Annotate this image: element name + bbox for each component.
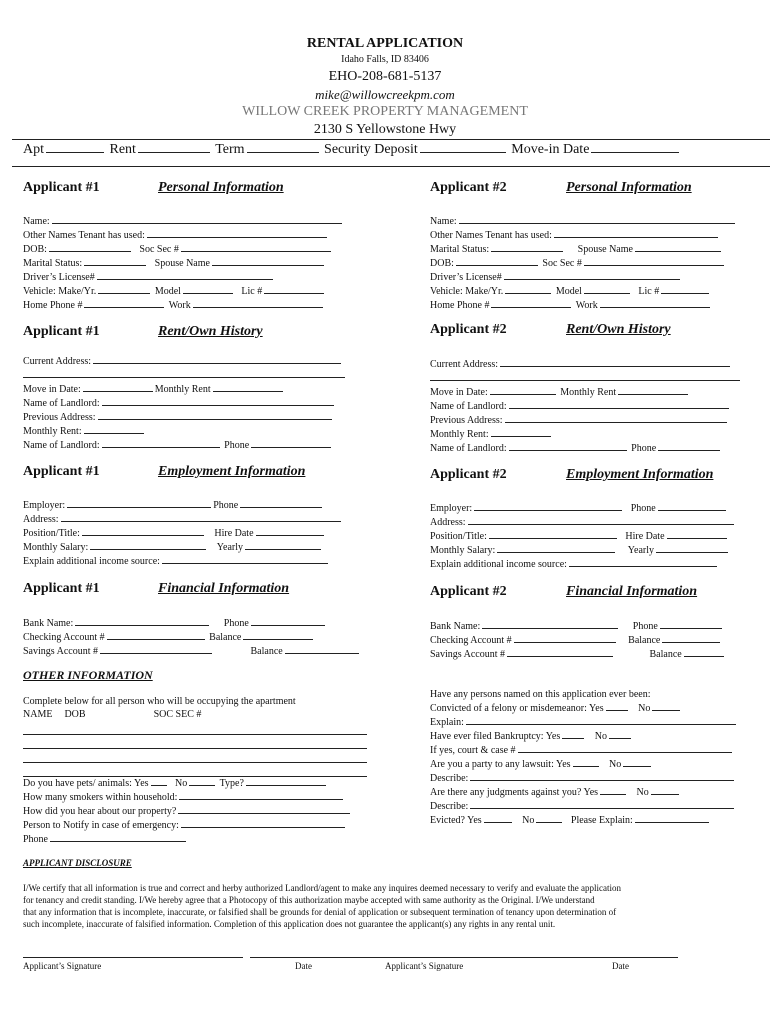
disclosure-line-2: for tenancy and credit standing. I/We hereby agree that a Photocopy of this authorization maybe accepted with same authority as the Original. I/We understand: [23, 895, 595, 905]
model-field[interactable]: [183, 284, 233, 294]
employer-label: Employer:: [23, 500, 66, 511]
applicant1-label: Applicant #1: [23, 464, 100, 479]
evicted-no-label: No: [522, 815, 535, 826]
convicted-label: Convicted of a felony or misdemeanor: Yes: [430, 703, 604, 714]
lawsuit-yes-field[interactable]: [573, 757, 599, 767]
landlord-field[interactable]: [509, 399, 729, 409]
landlord-phone-field[interactable]: [658, 441, 720, 451]
judgments-describe-field[interactable]: [470, 799, 734, 809]
position-label: Position/Title:: [23, 528, 80, 539]
bankruptcy-yes-field[interactable]: [562, 729, 584, 739]
applicant2-label: Applicant #2: [430, 584, 507, 599]
landlord-phone-field[interactable]: [251, 438, 331, 448]
apt-field[interactable]: [46, 143, 104, 153]
name-field[interactable]: [459, 214, 735, 224]
signature-label-2: Applicant’s Signature: [385, 961, 464, 971]
bank-phone-field[interactable]: [251, 616, 325, 626]
evicted-no-field[interactable]: [536, 813, 562, 823]
applicant1-label: Applicant #1: [23, 180, 100, 195]
savings-field[interactable]: [507, 647, 613, 657]
rentown-form-2: [430, 357, 742, 455]
signature-line-1[interactable]: [23, 957, 243, 958]
position-label: Position/Title:: [430, 531, 487, 542]
yearly-field[interactable]: [245, 540, 321, 550]
lawsuit-label: Are you a party to any lawsuit: Yes: [430, 759, 571, 770]
model-label: Model: [555, 286, 582, 297]
phone-number: EHO-208-681-5137: [328, 69, 442, 84]
judgments-no-field[interactable]: [651, 785, 679, 795]
move-in-label: Move in Date:: [430, 387, 488, 398]
previous-address-field[interactable]: [505, 413, 727, 423]
household-form: [23, 776, 352, 846]
financial-form-1: [23, 616, 361, 658]
checking-balance-label: Balance: [209, 632, 242, 643]
rentown-heading-1: Rent/Own History: [158, 324, 263, 339]
other-names-field[interactable]: [147, 228, 327, 238]
savings-balance-field[interactable]: [285, 644, 359, 654]
dl-label: Driver’s License#: [430, 272, 502, 283]
pets-no-field[interactable]: [189, 776, 215, 786]
home-phone-field[interactable]: [84, 298, 164, 308]
monthly-label: Monthly Rent:: [23, 426, 82, 437]
lic-label: Lic #: [241, 286, 263, 297]
spouse-field[interactable]: [212, 256, 324, 266]
occupants-instruction: Complete below for all person who will be occupying the apartment: [23, 696, 296, 707]
landlord-label-2: Name of Landlord:: [23, 440, 100, 451]
city-state-zip: Idaho Falls, ID 83406: [341, 54, 429, 65]
bank-label: Bank Name:: [23, 618, 74, 629]
previous-address-label: Previous Address:: [23, 412, 96, 423]
savings-label: Savings Account #: [430, 649, 505, 660]
other-names-label: Other Names Tenant has used:: [23, 230, 145, 241]
apt-label: Apt: [23, 142, 44, 157]
financial-heading-1: Financial Information: [158, 581, 290, 596]
personal-heading-2: Personal Information: [566, 180, 692, 195]
hire-date-field[interactable]: [667, 529, 727, 539]
model-field[interactable]: [584, 284, 630, 294]
referral-field[interactable]: [178, 804, 350, 814]
employer-phone-label: Phone: [213, 500, 239, 511]
dl-field[interactable]: [504, 270, 680, 280]
court-case-field[interactable]: [518, 743, 732, 753]
applicant2-label: Applicant #2: [430, 467, 507, 482]
occupant-line-1[interactable]: [23, 734, 367, 735]
occupant-name-header: NAME: [23, 709, 53, 720]
financial-heading-2: Financial Information: [566, 584, 698, 599]
vehicle-field[interactable]: [505, 284, 551, 294]
vehicle-label: Vehicle: Make/Yr.: [430, 286, 504, 297]
hire-date-field[interactable]: [256, 526, 324, 536]
emergency-phone-label: Phone: [23, 834, 48, 845]
landlord-phone-label: Phone: [631, 443, 657, 454]
landlord-field-2[interactable]: [509, 441, 627, 451]
bank-field[interactable]: [482, 619, 618, 629]
checking-balance-field[interactable]: [243, 630, 313, 640]
signature-line-2[interactable]: [250, 957, 678, 958]
movein-field[interactable]: [591, 143, 679, 153]
salary-label: Monthly Salary:: [23, 542, 89, 553]
move-in-label: Move in Date:: [23, 384, 81, 395]
monthly-field[interactable]: [84, 424, 144, 434]
pets-yes-field[interactable]: [151, 776, 167, 786]
bank-phone-label: Phone: [223, 618, 249, 629]
landlord-field-2[interactable]: [102, 438, 220, 448]
applicant2-label: Applicant #2: [430, 322, 507, 337]
additional-income-field[interactable]: [569, 557, 717, 567]
lic-label: Lic #: [638, 286, 660, 297]
current-address-label: Current Address:: [430, 359, 499, 370]
vehicle-field[interactable]: [98, 284, 150, 294]
work-label: Work: [168, 300, 191, 311]
convicted-yes-field[interactable]: [606, 701, 628, 711]
salary-field[interactable]: [497, 543, 615, 553]
lawsuit-no-field[interactable]: [623, 757, 651, 767]
movein-label: Move-in Date: [511, 142, 590, 157]
personal-form-1: [23, 214, 344, 312]
checking-balance-field[interactable]: [662, 633, 720, 643]
employment-form-1: [23, 498, 343, 568]
dob-field[interactable]: [456, 256, 538, 266]
convicted-no-label: No: [638, 703, 651, 714]
employer-field[interactable]: [67, 498, 211, 508]
employer-phone-label: Phone: [630, 503, 656, 514]
employer-address-field[interactable]: [468, 515, 734, 525]
evicted-label: Evicted? Yes: [430, 815, 482, 826]
additional-income-field[interactable]: [162, 554, 328, 564]
monthly-rent-label: Monthly Rent: [154, 384, 211, 395]
evicted-explain-label: Please Explain:: [570, 815, 633, 826]
savings-balance-label: Balance: [649, 649, 682, 660]
rent-label: Rent: [109, 142, 136, 157]
previous-address-label: Previous Address:: [430, 415, 503, 426]
soc-label: Soc Sec #: [542, 258, 582, 269]
landlord-phone-label: Phone: [224, 440, 250, 451]
emergency-contact-label: Person to Notify in case of emergency:: [23, 820, 179, 831]
marital-field[interactable]: [491, 242, 563, 252]
rent-field[interactable]: [138, 143, 210, 153]
smokers-field[interactable]: [179, 790, 343, 800]
unit-terms-line: [23, 142, 681, 158]
checking-field[interactable]: [514, 633, 616, 643]
salary-label: Monthly Salary:: [430, 545, 496, 556]
name-field[interactable]: [52, 214, 342, 224]
checking-field[interactable]: [107, 630, 205, 640]
lawsuit-no-label: No: [609, 759, 622, 770]
monthly-field[interactable]: [491, 427, 551, 437]
dl-label: Driver’s License#: [23, 272, 95, 283]
savings-balance-label: Balance: [250, 646, 283, 657]
bank-label: Bank Name:: [430, 621, 481, 632]
bank-phone-field[interactable]: [660, 619, 722, 629]
occupant-dob-header: DOB: [64, 709, 86, 720]
term-label: Term: [215, 142, 245, 157]
financial-form-2: [430, 619, 726, 661]
home-phone-label: Home Phone #: [430, 300, 490, 311]
emergency-phone-field[interactable]: [50, 832, 186, 842]
smokers-label: How many smokers within household:: [23, 792, 178, 803]
convicted-explain-field[interactable]: [466, 715, 736, 725]
pets-type-field[interactable]: [246, 776, 326, 786]
personal-form-2: [430, 214, 737, 312]
savings-balance-field[interactable]: [684, 647, 724, 657]
current-address-line2[interactable]: [23, 368, 345, 378]
savings-label: Savings Account #: [23, 646, 98, 657]
salary-field[interactable]: [90, 540, 206, 550]
top-divider: [12, 139, 770, 140]
judgments-label: Are there any judgments against you? Yes: [430, 787, 599, 798]
background-questions: [430, 688, 738, 827]
additional-income-label: Explain additional income source:: [430, 559, 567, 570]
work-label: Work: [575, 300, 598, 311]
hire-date-label: Hire Date: [214, 528, 254, 539]
employer-phone-field[interactable]: [658, 501, 726, 511]
monthly-rent-field[interactable]: [213, 382, 283, 392]
position-field[interactable]: [489, 529, 617, 539]
evicted-yes-field[interactable]: [484, 813, 512, 823]
employer-address-field[interactable]: [61, 512, 341, 522]
referral-label: How did you hear about our property?: [23, 806, 177, 817]
current-address-label: Current Address:: [23, 356, 92, 367]
employer-phone-field[interactable]: [240, 498, 322, 508]
employer-label: Employer:: [430, 503, 473, 514]
soc-field[interactable]: [181, 242, 331, 252]
current-address-field[interactable]: [93, 354, 341, 364]
landlord-field[interactable]: [102, 396, 334, 406]
landlord-label: Name of Landlord:: [23, 398, 100, 409]
hire-date-label: Hire Date: [625, 531, 665, 542]
dob-field[interactable]: [49, 242, 131, 252]
disclosure-line-1: I/We certify that all information is true and correct and herby authorized Landlord/agent to make any inquires deemed necessary to verify and evaluate the application: [23, 883, 622, 893]
employer-address-label: Address:: [430, 517, 466, 528]
marital-label: Marital Status:: [23, 258, 83, 269]
marital-label: Marital Status:: [430, 244, 490, 255]
company-address: 2130 S Yellowstone Hwy: [313, 122, 457, 137]
pets-type-label: Type?: [219, 778, 244, 789]
home-phone-label: Home Phone #: [23, 300, 83, 311]
pets-no-label: No: [175, 778, 188, 789]
additional-income-label: Explain additional income source:: [23, 556, 160, 567]
dob-label: DOB:: [430, 258, 454, 269]
spouse-label: Spouse Name: [577, 244, 633, 255]
work-field[interactable]: [193, 298, 323, 308]
convicted-explain-label: Explain:: [430, 717, 464, 728]
current-address-line2[interactable]: [430, 371, 740, 381]
vehicle-label: Vehicle: Make/Yr.: [23, 286, 97, 297]
court-case-label: If yes, court & case #: [430, 745, 516, 756]
model-label: Model: [154, 286, 181, 297]
spouse-label: Spouse Name: [154, 258, 210, 269]
current-address-field[interactable]: [500, 357, 730, 367]
checking-label: Checking Account #: [430, 635, 512, 646]
date-label-2: Date: [612, 961, 629, 971]
lic-field[interactable]: [661, 284, 709, 294]
occupant-line-3[interactable]: [23, 762, 367, 763]
move-in-field[interactable]: [83, 382, 153, 392]
bank-field[interactable]: [75, 616, 209, 626]
other-names-label: Other Names Tenant has used:: [430, 230, 552, 241]
move-in-field[interactable]: [490, 385, 556, 395]
bankruptcy-no-field[interactable]: [609, 729, 631, 739]
savings-field[interactable]: [100, 644, 212, 654]
deposit-label: Security Deposit: [324, 142, 418, 157]
lic-field[interactable]: [264, 284, 324, 294]
dob-label: DOB:: [23, 244, 47, 255]
date-label-1: Date: [295, 961, 312, 971]
evicted-explain-field[interactable]: [635, 813, 709, 823]
questions-intro: Have any persons named on this application ever been:: [430, 689, 651, 700]
spouse-field[interactable]: [635, 242, 721, 252]
judgments-no-label: No: [636, 787, 649, 798]
occupant-line-2[interactable]: [23, 748, 367, 749]
work-field[interactable]: [600, 298, 710, 308]
occupant-soc-header: SOC SEC #: [153, 709, 202, 720]
top-divider-2: [12, 166, 770, 167]
company-name: WILLOW CREEK PROPERTY MANAGEMENT: [242, 104, 528, 119]
dl-field[interactable]: [97, 270, 273, 280]
lawsuit-describe-field[interactable]: [470, 771, 734, 781]
pets-label: Do you have pets/ animals: Yes: [23, 778, 149, 789]
judgments-describe-label: Describe:: [430, 801, 469, 812]
landlord-label: Name of Landlord:: [430, 401, 507, 412]
landlord-label-2: Name of Landlord:: [430, 443, 507, 454]
applicant1-label: Applicant #1: [23, 581, 100, 596]
monthly-label: Monthly Rent:: [430, 429, 489, 440]
emergency-contact-field[interactable]: [181, 818, 345, 828]
previous-address-field[interactable]: [98, 410, 332, 420]
monthly-rent-field[interactable]: [618, 385, 688, 395]
judgments-yes-field[interactable]: [600, 785, 626, 795]
disclosure-heading: APPLICANT DISCLOSURE: [23, 858, 132, 868]
bank-phone-label: Phone: [632, 621, 658, 632]
term-field[interactable]: [247, 143, 319, 153]
rentown-form-1: [23, 354, 347, 452]
yearly-label: Yearly: [627, 545, 654, 556]
other-names-field[interactable]: [554, 228, 718, 238]
employment-heading-1: Employment Information: [158, 464, 306, 479]
yearly-label: Yearly: [216, 542, 243, 553]
employer-field[interactable]: [474, 501, 622, 511]
soc-label: Soc Sec #: [139, 244, 179, 255]
email-address: mike@willowcreekpm.com: [315, 87, 455, 102]
occupants-form: [23, 695, 296, 721]
yearly-field[interactable]: [656, 543, 728, 553]
home-phone-field[interactable]: [491, 298, 571, 308]
checking-label: Checking Account #: [23, 632, 105, 643]
name-label: Name:: [430, 216, 457, 227]
disclosure-line-4: such incomplete, inaccurate of falsified information. Completion of this application does not guarantee the applicant(s) any rights in any rental unit.: [23, 919, 556, 929]
name-label: Name:: [23, 216, 50, 227]
employment-form-2: [430, 501, 736, 571]
monthly-rent-label: Monthly Rent: [560, 387, 617, 398]
personal-heading-1: Personal Information: [158, 180, 284, 195]
other-info-heading: OTHER INFORMATION: [23, 668, 153, 682]
rentown-heading-2: Rent/Own History: [566, 322, 671, 337]
marital-field[interactable]: [84, 256, 146, 266]
lawsuit-describe-label: Describe:: [430, 773, 469, 784]
applicant2-label: Applicant #2: [430, 180, 507, 195]
checking-balance-label: Balance: [628, 635, 661, 646]
employer-address-label: Address:: [23, 514, 59, 525]
position-field[interactable]: [82, 526, 204, 536]
deposit-field[interactable]: [420, 143, 506, 153]
employment-heading-2: Employment Information: [566, 467, 714, 482]
convicted-no-field[interactable]: [652, 701, 680, 711]
page-title: RENTAL APPLICATION: [306, 36, 464, 51]
soc-field[interactable]: [584, 256, 724, 266]
bankruptcy-no-label: No: [594, 731, 607, 742]
disclosure-line-3: that any information that is incomplete, inaccurate, or falsified shall be grounds for denial of application or subsequent termination of tenancy upon determination of: [23, 907, 617, 917]
signature-label-1: Applicant’s Signature: [23, 961, 102, 971]
bankruptcy-label: Have ever filed Bankruptcy: Yes: [430, 731, 561, 742]
applicant1-label: Applicant #1: [23, 324, 100, 339]
